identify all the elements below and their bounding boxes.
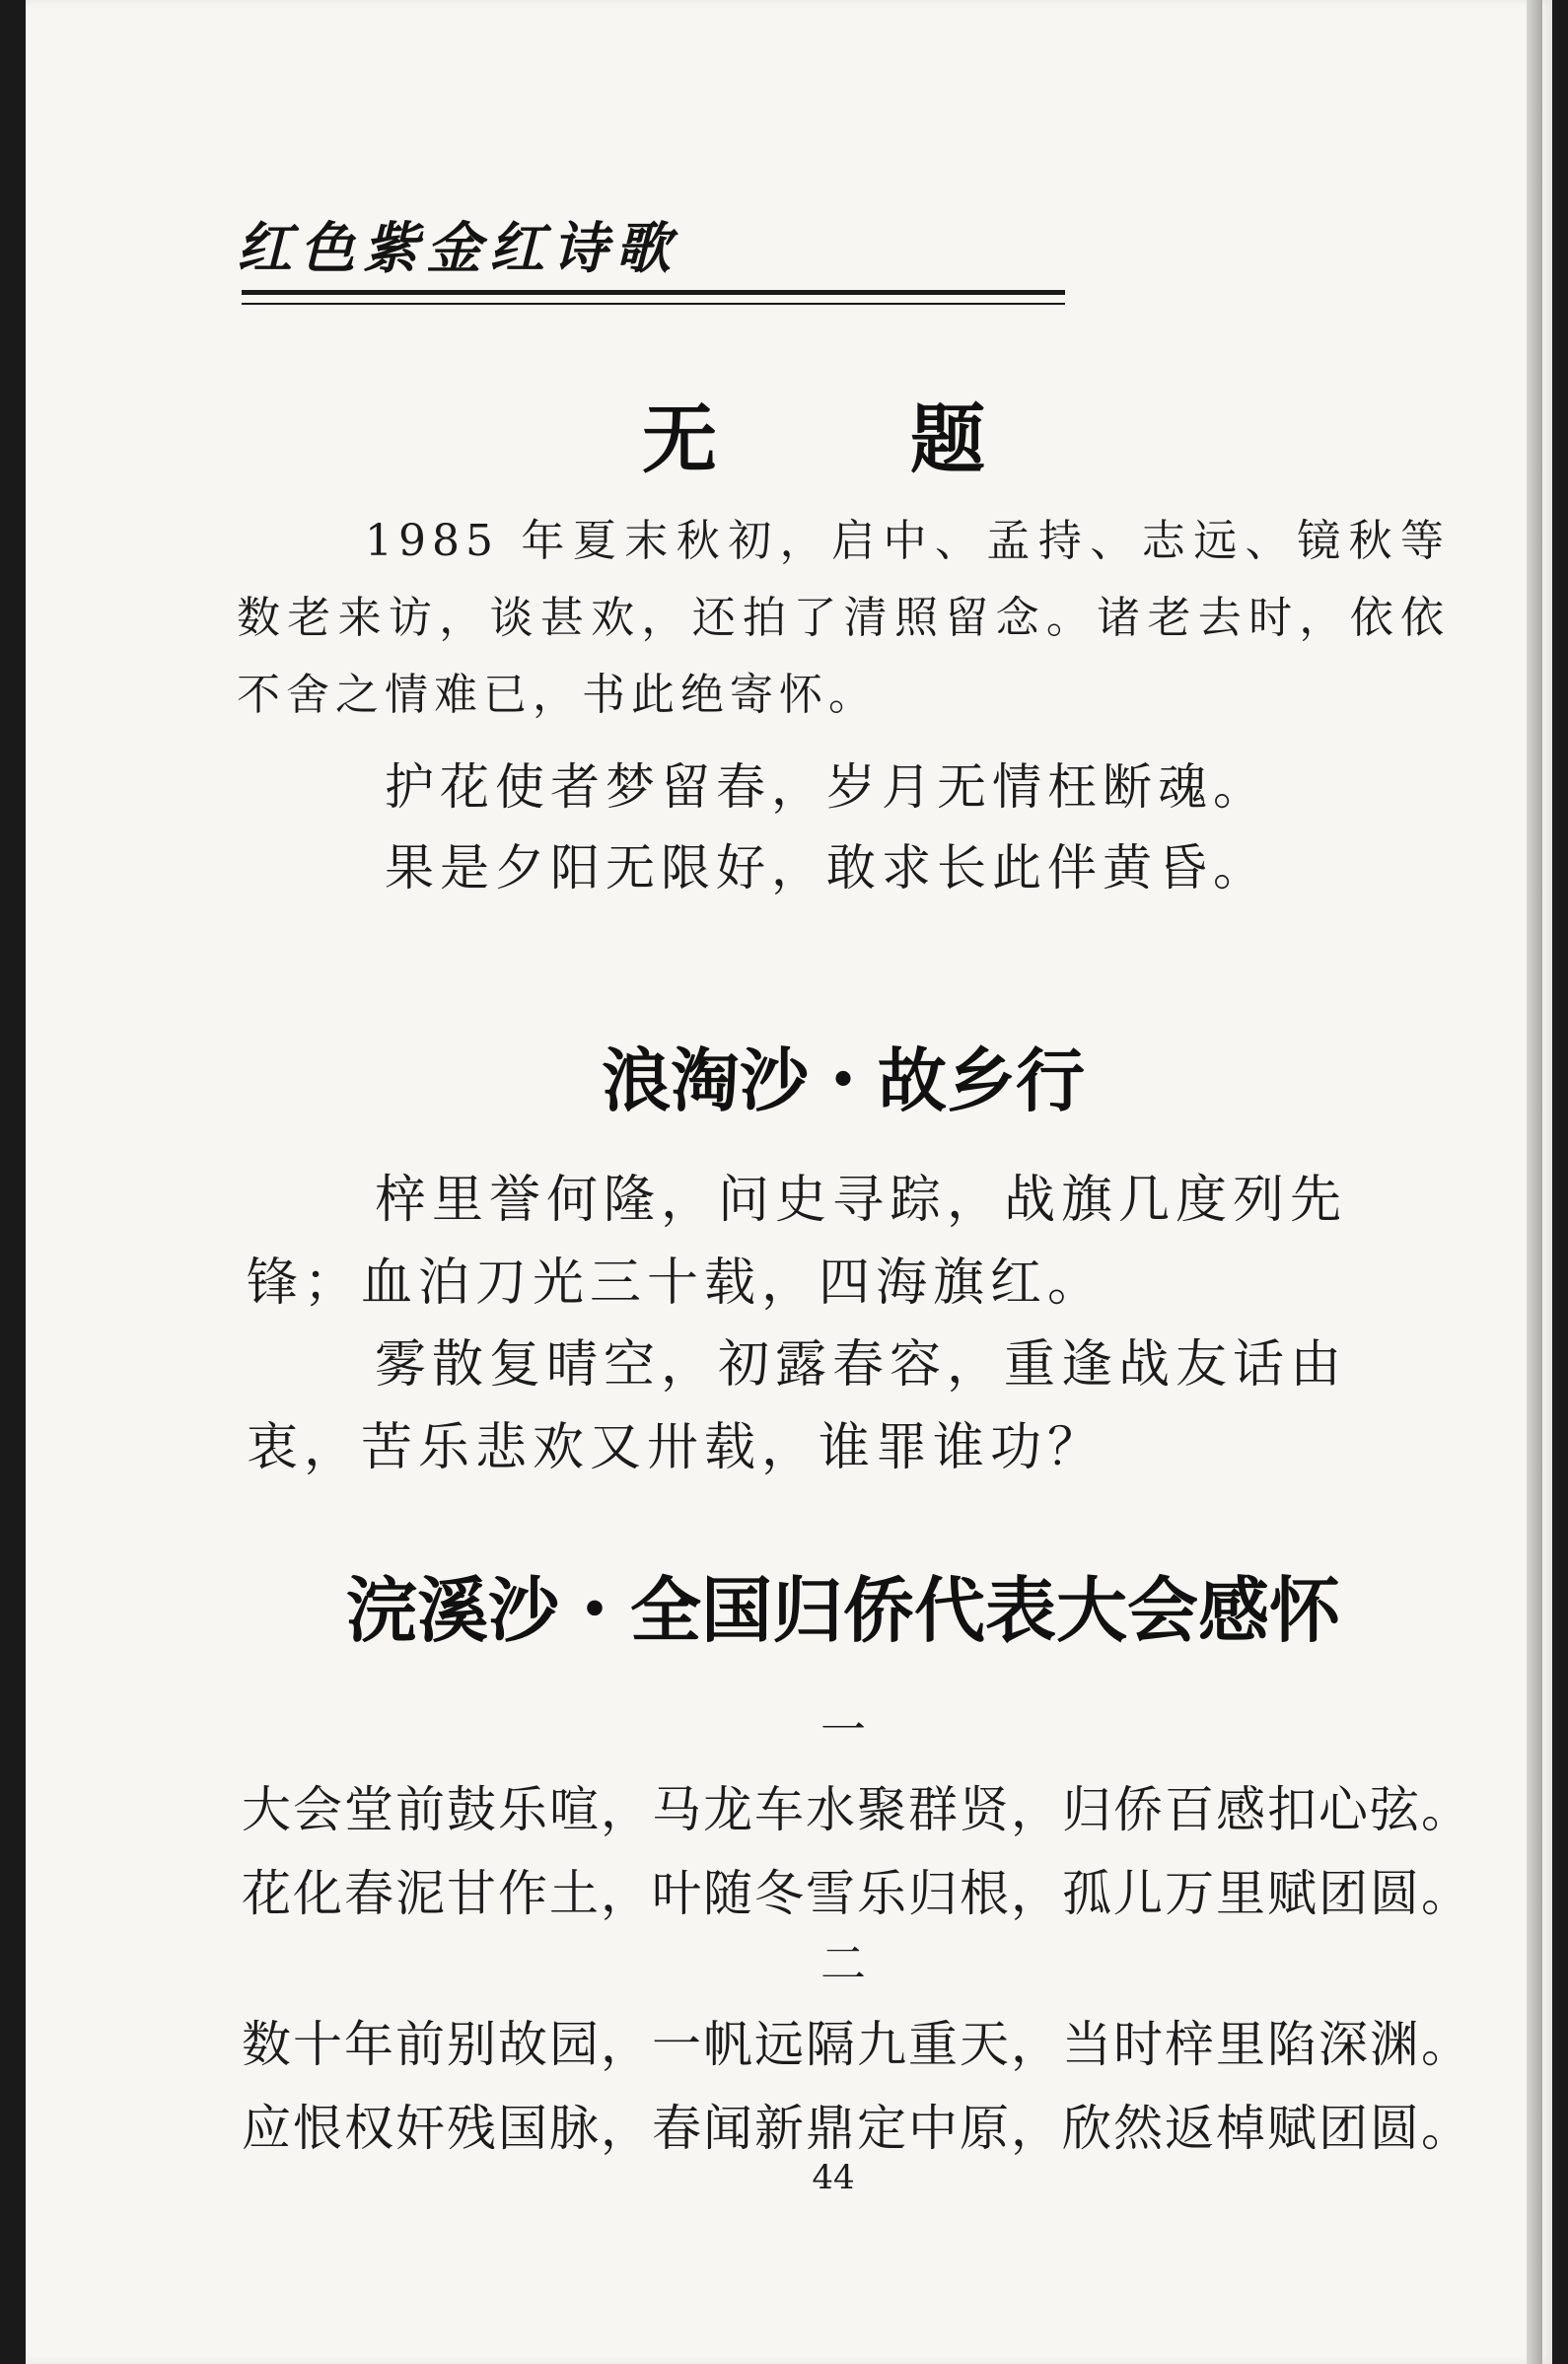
poem3-part-1-number: 一 xyxy=(820,1703,866,1756)
poem1-line-2: 果是夕阳无限好，敢求长此伴黄昏。 xyxy=(385,839,1268,896)
poem3-part-2-line-1: 数十年前别故园，一帆远隔九重天，当时梓里陷深渊。 xyxy=(242,2016,1472,2073)
poem3-title: 浣溪沙・全国归侨代表大会感怀 xyxy=(345,1568,1340,1652)
page-number: 44 xyxy=(812,2158,855,2197)
poem2-title: 浪淘沙・故乡行 xyxy=(602,1039,1085,1121)
poem1-preface: 1985 年夏末秋初，启中、孟持、志远、镜秋等数老来访，谈甚欢，还拍了清照留念。诸老去时，依依不舍之情难已，书此绝寄怀。 xyxy=(237,516,1450,720)
poem3-part-2-number: 二 xyxy=(820,1937,866,1990)
poem1-title: 无 题 xyxy=(642,395,1044,483)
poem2-stanza-1: 梓里誉何隆，问史寻踪，战旗几度列先锋；血泊刀光三十载，四海旗红。 xyxy=(247,1171,1348,1313)
poem2-stanza-2: 雾散复晴空，初露春容，重逢战友话由衷，苦乐悲欢又卅载，谁罪谁功？ xyxy=(247,1335,1348,1477)
header-rule-thin xyxy=(242,303,1065,305)
poem3-part-2-line-2: 应恨权奸残国脉，春闻新鼎定中原，欣然返棹赋团圆。 xyxy=(242,2100,1472,2157)
poem3-part-1-line-2: 花化春泥甘作土，叶随冬雪乐归根，孤儿万里赋团圆。 xyxy=(242,1865,1472,1922)
header-rule-thick xyxy=(242,290,1065,295)
poem1-line-1: 护花使者梦留春，岁月无情枉断魂。 xyxy=(385,758,1268,816)
running-header: 红色紫金红诗歌 xyxy=(237,216,678,281)
page-edge-shadow xyxy=(1527,0,1542,2364)
poem3-part-1-line-1: 大会堂前鼓乐喧，马龙车水聚群贤，归侨百感扣心弦。 xyxy=(242,1781,1472,1838)
